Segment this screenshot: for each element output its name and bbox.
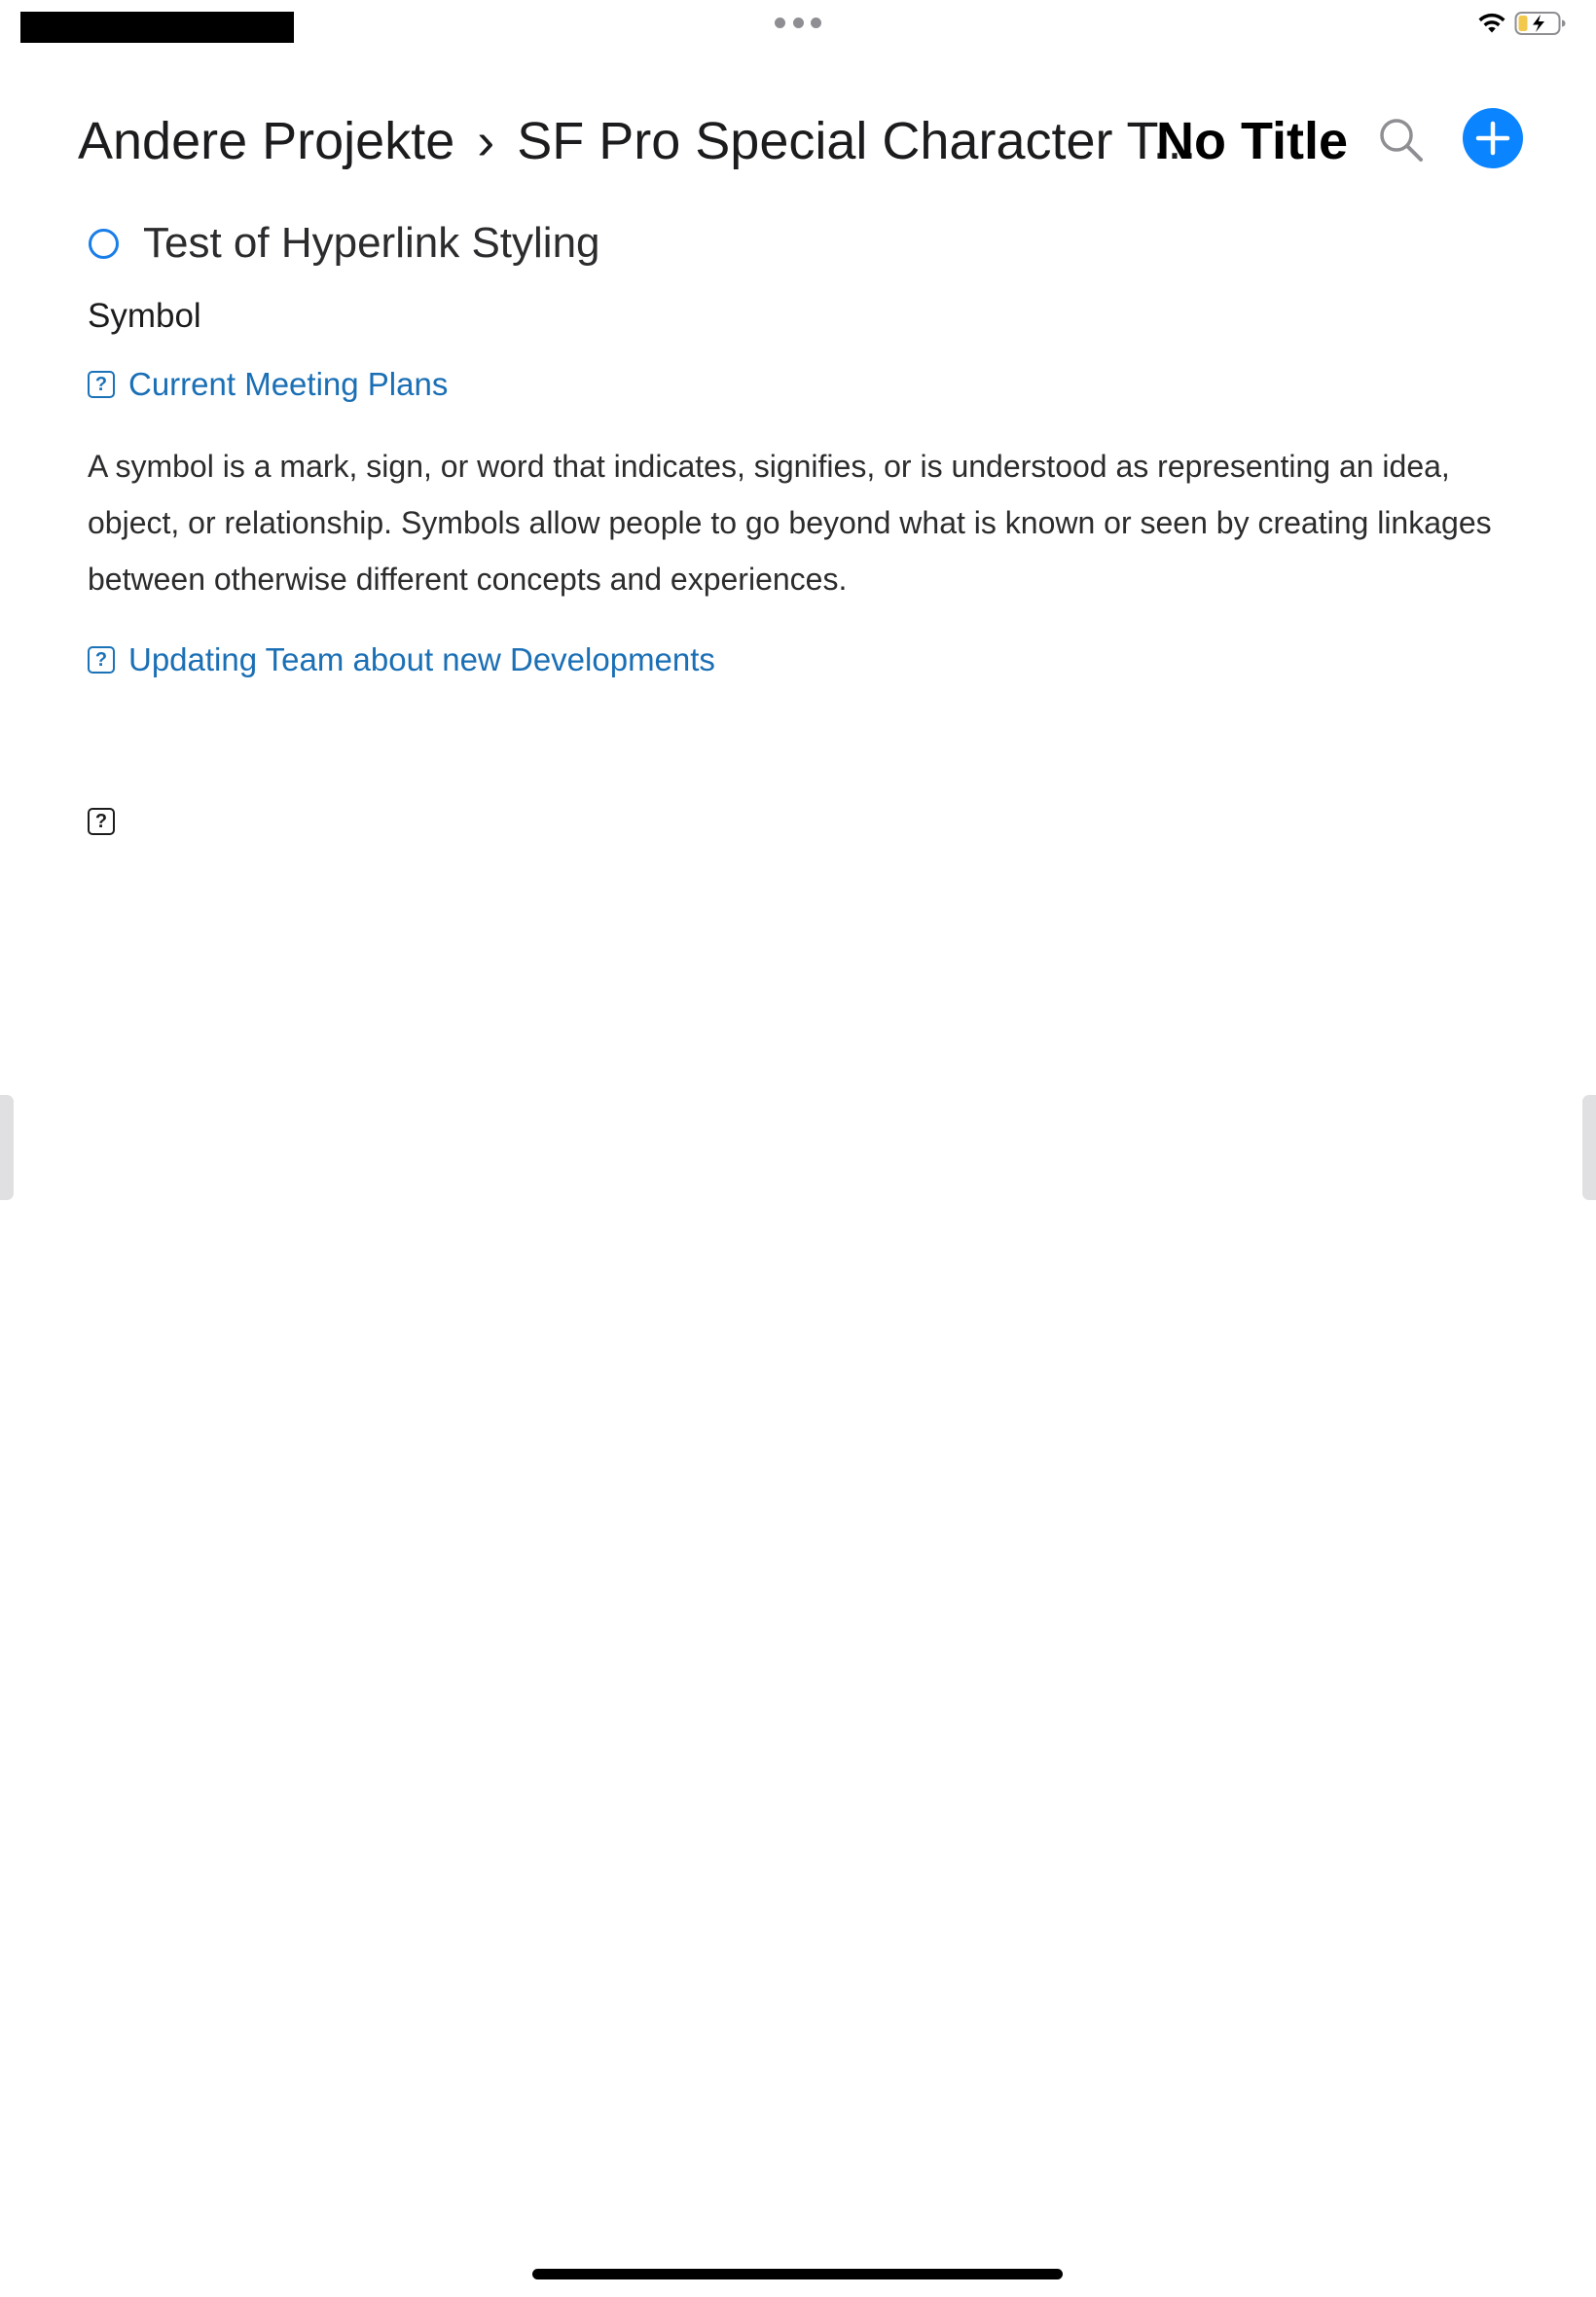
wifi-icon	[1477, 12, 1506, 35]
add-button[interactable]	[1463, 108, 1523, 168]
navigation-bar	[0, 97, 1596, 183]
left-edge-handle[interactable]	[0, 1095, 14, 1200]
plus-icon	[1463, 108, 1523, 168]
breadcrumb-separator: ›	[477, 112, 495, 170]
breadcrumb[interactable]	[78, 107, 1197, 175]
body-paragraph: A symbol is a mark, sign, or word that indicates, signifies, or is understood as representing an idea, object, or relationship. Symbols allow people to go beyond what is known or seen by creating linkages between otherwise different concepts and experiences.	[88, 449, 1492, 597]
multitask-dots-icon[interactable]	[775, 17, 821, 28]
link-updating-team[interactable]	[88, 636, 715, 684]
link-label[interactable]: Current Meeting Plans	[128, 366, 449, 402]
page-title[interactable]: No Title	[1156, 112, 1349, 170]
battery-charging-icon	[1514, 11, 1567, 36]
task-row	[88, 209, 600, 277]
section-heading: Symbol	[88, 297, 201, 335]
right-edge-handle[interactable]	[1582, 1095, 1596, 1200]
link-current-meeting-plans[interactable]	[88, 360, 448, 409]
task-title[interactable]: Test of Hyperlink Styling	[143, 219, 600, 267]
dot	[811, 18, 821, 28]
redacted-status-area	[20, 12, 294, 43]
breadcrumb-current[interactable]: SF Pro Special Character T...	[517, 112, 1197, 170]
link-label[interactable]: Updating Team about new Developments	[128, 641, 715, 677]
question-square-icon: ?	[88, 646, 115, 674]
circle-outline-icon[interactable]	[89, 229, 119, 259]
dot	[775, 18, 785, 28]
dot	[793, 18, 804, 28]
breadcrumb-parent[interactable]: Andere Projekte	[78, 112, 455, 170]
home-indicator[interactable]	[532, 2269, 1063, 2279]
question-square-icon: ?	[88, 371, 115, 398]
search-icon[interactable]	[1376, 115, 1427, 165]
question-square-icon[interactable]: ?	[88, 808, 115, 835]
